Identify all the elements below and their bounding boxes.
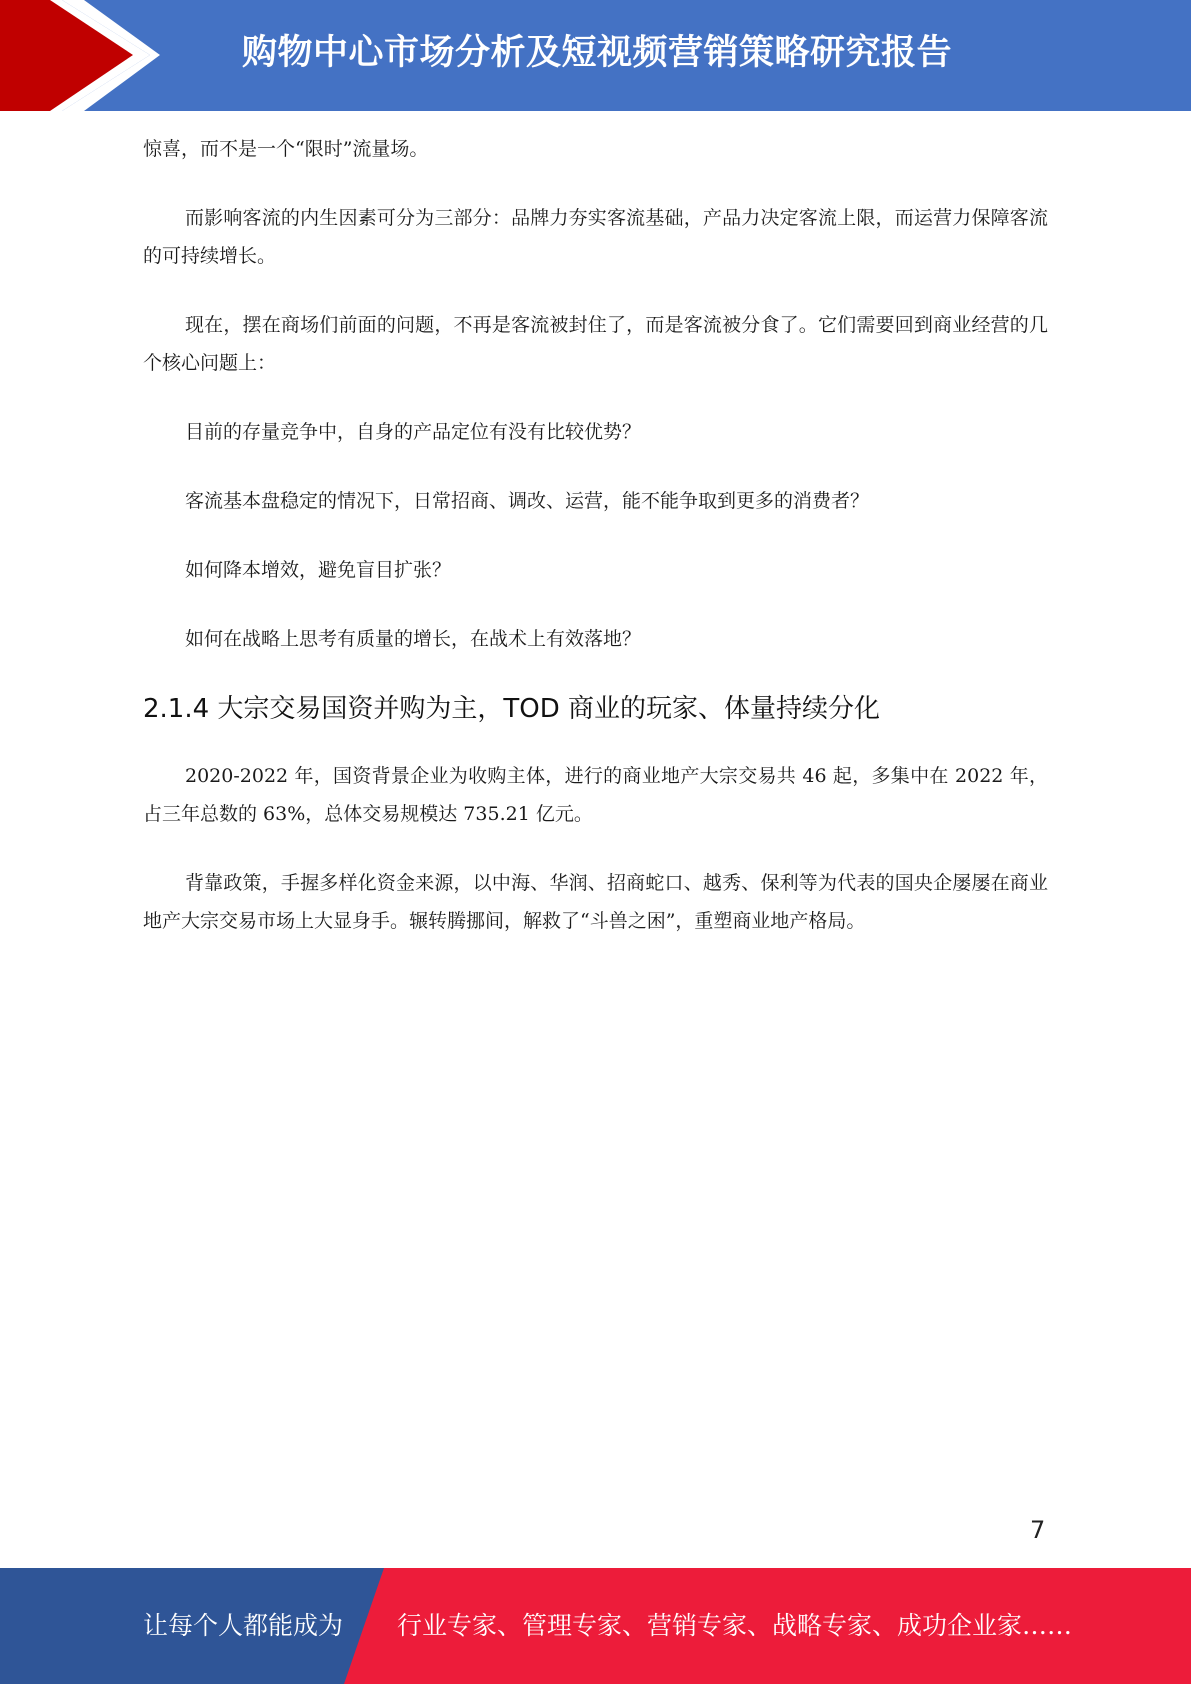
page-footer [0, 1568, 1191, 1684]
page-number: 7 [1030, 1516, 1046, 1544]
section-paragraph-2: 背靠政策，手握多样化资金来源，以中海、华润、招商蛇口、越秀、保利等为代表的国央企屡屡在商业地产大宗交易市场上大显身手。辗转腾挪间，解救了“斗兽之困”，重塑商业地产格局。 [143, 872, 1048, 932]
question-1: 目前的存量竞争中，自身的产品定位有没有比较优势？ [185, 421, 642, 443]
footer-slogan-left: 让每个人都能成为 [143, 1611, 344, 1640]
header-chevron-decoration [0, 0, 160, 111]
question-4: 如何在战略上思考有质量的增长，在战术上有效落地？ [185, 628, 642, 650]
footer-slogan-right: 行业专家、管理专家、营销专家、战略专家、成功企业家…… [397, 1611, 1073, 1640]
page-header [0, 0, 1191, 111]
paragraph-2: 而影响客流的内生因素可分为三部分：品牌力夯实客流基础，产品力决定客流上限，而运营力保障客流的可持续增长。 [143, 207, 1048, 267]
paragraph-1: 惊喜，而不是一个“限时”流量场。 [143, 138, 429, 160]
paragraph-3: 现在，摆在商场们前面的问题，不再是客流被封住了，而是客流被分食了。它们需要回到商业经营的几个核心问题上： [143, 314, 1048, 374]
report-title: 购物中心市场分析及短视频营销策略研究报告 [242, 33, 953, 73]
question-3: 如何降本增效，避免盲目扩张？ [185, 559, 452, 581]
section-heading: 2.1.4 大宗交易国资并购为主，TOD 商业的玩家、体量持续分化 [143, 694, 881, 724]
section-paragraph-1: 2020-2022 年，国资背景企业为收购主体，进行的商业地产大宗交易共 46 起，多集中在 2022 年，占三年总数的 63%，总体交易规模达 735.21 亿元。 [143, 765, 1048, 825]
page-content [143, 130, 1048, 971]
question-2: 客流基本盘稳定的情况下，日常招商、调改、运营，能不能争取到更多的消费者？ [185, 490, 870, 512]
